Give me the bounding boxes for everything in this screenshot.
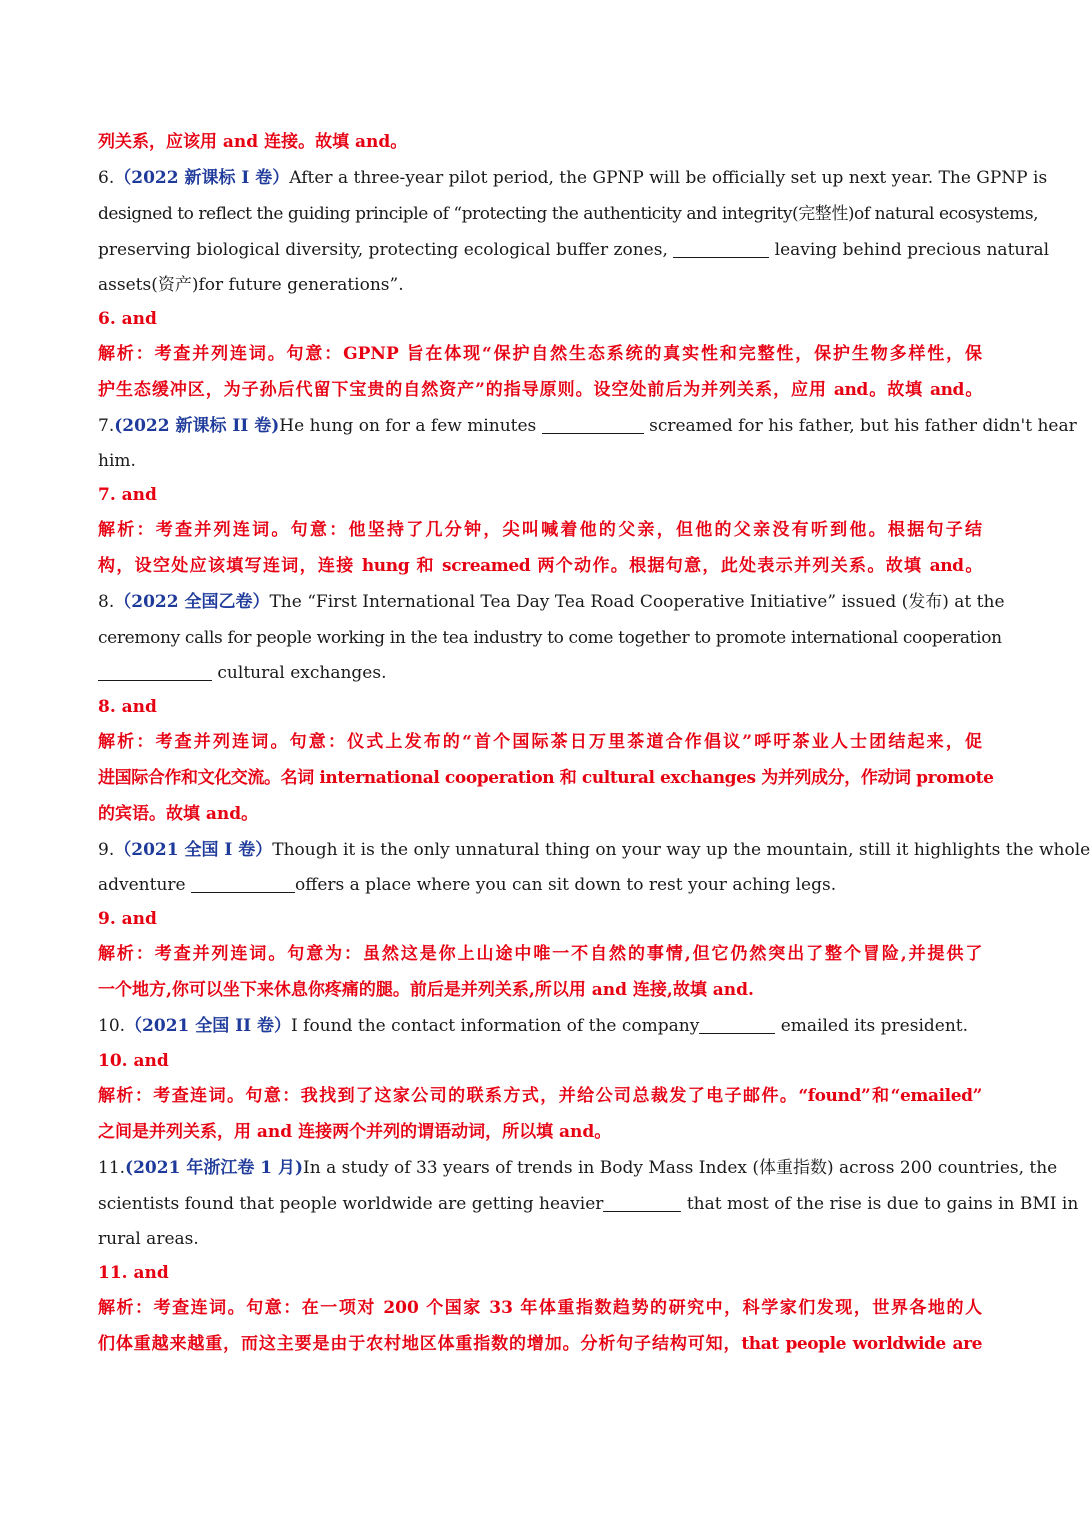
q6-explanation-1: 解析：考查并列连词。句意：GPNP 旨在体现“保护自然生态系统的真实性和完整性，保护生物多样性，保 bbox=[98, 344, 982, 364]
q7-number: 7. bbox=[98, 416, 115, 436]
q7-text-1a: He hung on for a few minutes bbox=[279, 416, 537, 436]
q10-line-1 bbox=[98, 1008, 982, 1044]
q9-explanation-2: 一个地方,你可以坐下来休息你疼痛的腿。前后是并列关系,所以用 and 连接,故填 and. bbox=[98, 980, 754, 1000]
q11-blank bbox=[603, 1194, 681, 1212]
q10-number: 10. bbox=[98, 1016, 126, 1036]
q7-explanation-1: 解析：考查并列连词。句意：他坚持了几分钟，尖叫喊着他的父亲，但他的父亲没有听到他。根据句子结 bbox=[98, 520, 982, 540]
q8-blank bbox=[98, 663, 212, 681]
q8-text-1: The “First International Tea Day Tea Road Cooperative Initiative” issued (发布) at the bbox=[269, 592, 1005, 612]
q8-source: （2022 全国乙卷） bbox=[114, 592, 270, 612]
q7-explanation-2: 构，设空处应该填写连词，连接 hung 和 screamed 两个动作。根据句意，此处表示并列关系。故填 and。 bbox=[98, 556, 982, 576]
q9-answer: 9. and bbox=[98, 909, 157, 929]
q6-text-3a: preserving biological diversity, protecting ecological buffer zones, bbox=[98, 240, 668, 260]
q11-explanation-1: 解析：考查连词。句意：在一项对 200 个国家 33 年体重指数趋势的研究中，科学家们发现，世界各地的人 bbox=[98, 1298, 982, 1318]
q6-source: （2022 新课标 I 卷） bbox=[114, 168, 290, 188]
q10-blank bbox=[699, 1016, 775, 1034]
q8-answer: 8. and bbox=[98, 697, 157, 717]
q8-line-3 bbox=[98, 656, 982, 690]
q11-explanation-2: 们体重越来越重，而这主要是由于农村地区体重指数的增加。分析句子结构可知，that people worldwide are bbox=[98, 1334, 982, 1354]
q11-line-2 bbox=[98, 1186, 1079, 1222]
q10-explanation-2: 之间是并列关系，用 and 连接两个并列的谓语动词，所以填 and。 bbox=[98, 1122, 612, 1142]
q11-line-3: rural areas. bbox=[98, 1229, 199, 1249]
q9-line-2 bbox=[98, 868, 982, 902]
q7-source: (2022 新课标 II 卷) bbox=[114, 416, 280, 436]
q6-text-3b: leaving behind precious natural bbox=[774, 240, 1050, 260]
q6-answer: 6. and bbox=[98, 309, 157, 329]
q11-number: 11. bbox=[98, 1158, 126, 1178]
q8-explanation-1: 解析：考查并列连词。句意：仪式上发布的“首个国际茶日万里茶道合作倡议”呼吁茶业人士团结起来，促 bbox=[98, 732, 982, 752]
q6-line-3 bbox=[98, 232, 1050, 268]
q6-explanation-2: 护生态缓冲区，为子孙后代留下宝贵的自然资产”的指导原则。设空处前后为并列关系，应用 and。故填 and。 bbox=[98, 380, 982, 400]
q9-line-1 bbox=[98, 832, 1090, 868]
q7-blank bbox=[542, 416, 644, 434]
q7-text-1b: screamed for his father, but his father didn't hear bbox=[649, 416, 1077, 436]
document-content bbox=[98, 124, 1090, 1362]
q8-line-2: ceremony calls for people working in the tea industry to come together to promote international cooperation bbox=[98, 628, 1002, 648]
q7-answer: 7. and bbox=[98, 485, 157, 505]
q6-number: 6. bbox=[98, 168, 115, 188]
q8-explanation-2: 进国际合作和文化交流。名词 international cooperation 和 cultural exchanges 为并列成分，作动词 promote bbox=[98, 768, 994, 788]
q8-text-3: cultural exchanges. bbox=[217, 663, 387, 683]
q8-number: 8. bbox=[98, 592, 115, 612]
q10-answer: 10. and bbox=[98, 1051, 169, 1071]
q6-line-4: assets(资产)for future generations”. bbox=[98, 275, 404, 295]
q6-line-2: designed to reflect the guiding principle of “protecting the authenticity and integrity(完整性)of natural ecosystems, bbox=[98, 204, 1039, 224]
q6-blank bbox=[673, 240, 769, 258]
q8-explanation-3: 的宾语。故填 and。 bbox=[98, 804, 259, 824]
q11-text-2a: scientists found that people worldwide are getting heavier bbox=[98, 1194, 604, 1214]
q8-line-1 bbox=[98, 584, 1005, 620]
q10-explanation-1: 解析：考查连词。句意：我找到了这家公司的联系方式，并给公司总裁发了电子邮件。“found”和“emailed” bbox=[98, 1086, 982, 1106]
q10-text-1b: emailed its president. bbox=[780, 1016, 969, 1036]
q11-text-2b: that most of the rise is due to gains in BMI in bbox=[686, 1194, 1079, 1214]
q11-source: (2021 年浙江卷 1 月) bbox=[125, 1158, 304, 1178]
q10-text-1a: I found the contact information of the company bbox=[291, 1016, 700, 1036]
q7-line-1 bbox=[98, 408, 1077, 444]
q9-text-2b: offers a place where you can sit down to rest your aching legs. bbox=[295, 875, 837, 895]
q6-line-1 bbox=[98, 160, 1048, 196]
q9-text-1: Though it is the only unnatural thing on your way up the mountain, still it highlights the whole bbox=[272, 840, 1090, 860]
q6-text-1: After a three-year pilot period, the GPNP will be officially set up next year. The GPNP is bbox=[289, 168, 1048, 188]
q9-number: 9. bbox=[98, 840, 115, 860]
q5-explanation-tail: 列关系，应该用 and 连接。故填 and。 bbox=[98, 132, 408, 152]
q7-line-2: him. bbox=[98, 451, 136, 471]
q9-blank bbox=[191, 875, 295, 893]
q11-text-1: In a study of 33 years of trends in Body Mass Index (体重指数) across 200 countries, the bbox=[303, 1158, 1058, 1178]
q11-answer: 11. and bbox=[98, 1263, 169, 1283]
q9-source: （2021 全国 I 卷） bbox=[114, 840, 273, 860]
q11-line-1 bbox=[98, 1150, 1058, 1186]
q9-text-2a: adventure bbox=[98, 875, 186, 895]
q10-source: （2021 全国 II 卷） bbox=[125, 1016, 292, 1036]
q9-explanation-1: 解析：考查并列连词。句意为：虽然这是你上山途中唯一不自然的事情,但它仍然突出了整个冒险,并提供了 bbox=[98, 944, 982, 964]
